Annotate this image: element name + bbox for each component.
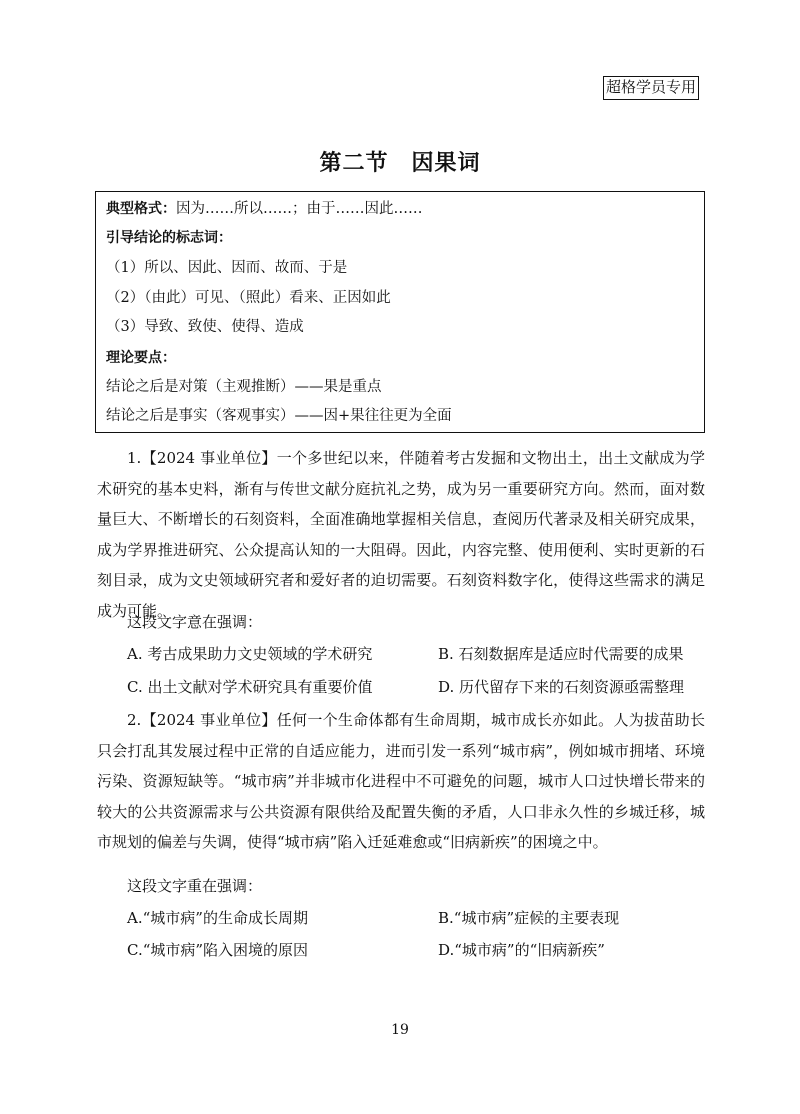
format-label: 典型格式： — [106, 201, 176, 217]
question-1-lead: 这段文字意在强调： — [127, 613, 263, 631]
theory-item: 结论之后是对策（主观推断）——果是重点 — [106, 379, 382, 395]
student-only-tag: 超格学员专用 — [603, 76, 699, 100]
question-1-option-d: D. 历代留存下来的石刻资源亟需整理 — [438, 678, 685, 696]
question-1-option-c: C. 出土文献对学术研究具有重要价值 — [127, 678, 373, 696]
section-title: 第二节 因果词 — [319, 151, 481, 176]
summary-box — [95, 191, 705, 433]
question-1-passage: 1.【2024 事业单位】一个多世纪以来，伴随着考古发掘和文物出土，出土文献成为学术研究的基本史料，渐有与传世文献分庭抗礼之势，成为另一重要研究方向。然而，面对数量巨大、不断增长的石刻资料，全面准确地掌握相关信息，查阅历代著录及相关研究成果，成为学界推进研究、公众提高认知的一大阻碍。因此，内容完整、使用便利、实时更新的石刻目录，成为文史领域研究者和爱好者的迫切需要。石刻资料数字化，使得这些需求的满足成为可能。 — [97, 449, 705, 620]
format-text: 因为……所以……；由于……因此…… — [176, 201, 423, 217]
question-2-lead: 这段文字重在强调： — [127, 877, 263, 895]
markers-label: 引导结论的标志词： — [106, 230, 232, 246]
marker-item: （2）（由此）可见、（照此）看来、正因如此 — [106, 290, 391, 306]
marker-item: （3）导致、致使、使得、造成 — [106, 319, 304, 335]
question-2-option-d: D.“城市病”的“旧病新疾” — [438, 941, 605, 959]
format-line — [106, 199, 423, 219]
question-2-option-c: C.“城市病”陷入困境的原因 — [127, 941, 309, 959]
question-1-option-a: A. 考古成果助力文史领域的学术研究 — [127, 645, 373, 663]
question-2-option-b: B.“城市病”症候的主要表现 — [438, 909, 620, 927]
marker-item: （1）所以、因此、因而、故而、于是 — [106, 260, 348, 276]
question-1-option-b: B. 石刻数据库是适应时代需要的成果 — [438, 645, 684, 663]
theory-label: 理论要点： — [106, 350, 176, 366]
theory-item: 结论之后是事实（客观事实）——因+果往往更为全面 — [106, 408, 452, 424]
question-2-option-a: A.“城市病”的生命成长周期 — [127, 909, 308, 927]
page-number: 19 — [391, 1022, 409, 1038]
question-2-passage: 2.【2024 事业单位】任何一个生命体都有生命周期，城市成长亦如此。人为拔苗助长只会打乱其发展过程中正常的自适应能力，进而引发一系列“城市病”，例如城市拥堵、环境污染、资源短缺等。“城市病”并非城市化进程中不可避免的问题，城市人口过快增长带来的较大的公共资源需求与公共资源有限供给及配置失衡的矛盾，人口非永久性的乡城迁移，城市规划的偏差与失调，使得“城市病”陷入迁延难愈或“旧病新疾”的困境之中。 — [97, 711, 705, 851]
